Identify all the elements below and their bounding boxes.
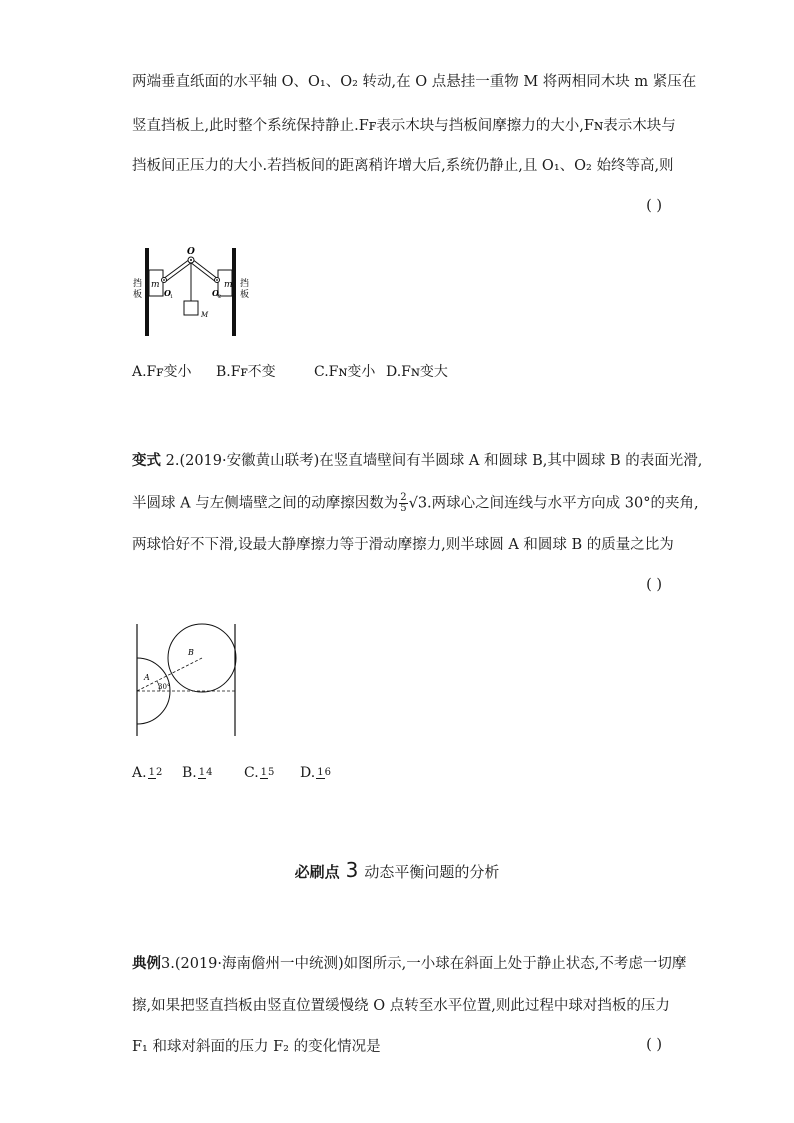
label-o1-sub: 1: [170, 294, 174, 300]
label-o2: O: [212, 288, 219, 298]
q2-option-b[interactable]: B. 14: [182, 765, 213, 781]
right-block-label: m: [224, 280, 233, 290]
q2-answer-paren: ( ): [646, 577, 662, 593]
q2-text-line1: [132, 451, 703, 471]
q2-options: [132, 765, 332, 781]
left-board: [145, 248, 149, 336]
section-title: 动态平衡问题的分析: [364, 863, 500, 881]
q2-sqrt: √3: [408, 495, 428, 512]
section-prefix: 必刷点: [294, 863, 340, 881]
q1-text-line1: 两端垂直纸面的水平轴 O、O₁、O₂ 转动,在 O 点悬挂一重物 M 将两相同木块 m 紧压在: [132, 74, 697, 90]
label-a: A: [144, 673, 150, 682]
q3-text-line2: 擦,如果把竖直挡板由竖直位置缓慢绕 O 点转至水平位置,则此过程中球对挡板的压力: [132, 998, 670, 1014]
q2-text-line3: 两球恰好不下滑,设最大静摩擦力等于滑动摩擦力,则半球圆 A 和圆球 B 的质量之比为: [132, 537, 674, 553]
q1-text-line2: 竖直挡板上,此时整个系统保持静止.Fꜰ表示木块与挡板间摩擦力的大小,Fɴ表示木块与: [132, 118, 676, 134]
q1-option-d[interactable]: D.Fɴ变大: [386, 364, 448, 380]
label-angle: 30°: [158, 683, 171, 691]
right-board-label-2: 板: [240, 290, 250, 300]
q1-option-c[interactable]: C.Fɴ变小: [314, 364, 376, 380]
label-o: O: [187, 247, 195, 257]
right-board: [232, 248, 236, 336]
q2-line1-text: 2.(2019·安徽黄山联考)在竖直墙壁间有半圆球 A 和圆球 B,其中圆球 B 的表面光滑,: [161, 453, 703, 469]
q3-answer-paren: ( ): [646, 1037, 662, 1053]
q1-text-line3: 挡板间正压力的大小.若挡板间的距离稍许增大后,系统仍静止,且 O₁、O₂ 始终等高,则: [132, 158, 674, 174]
right-board-label-1: 挡: [240, 279, 250, 289]
left-board-label-2: 板: [133, 290, 143, 300]
label-o1: O: [164, 288, 171, 298]
q3-line1-text: 3.(2019·海南儋州一中统测)如图所示,一小球在斜面上处于静止状态,不考虑一切摩: [161, 956, 687, 972]
q2-line2-pre: 半圆球 A 与左侧墙壁之间的动摩擦因数为: [132, 495, 399, 512]
weight-m: [184, 301, 198, 315]
section-heading: [0, 858, 794, 882]
q2-text-line2: [132, 492, 699, 514]
left-board-label-1: 挡: [133, 279, 143, 289]
q1-options: [132, 361, 448, 381]
label-o2-sub: 2: [218, 294, 222, 300]
q2-tag: 变式: [132, 452, 161, 469]
left-block-label: m: [151, 280, 160, 290]
q3-tag: 典例: [132, 955, 161, 972]
q2-line2-post: .两球心之间连线与水平方向成 30°的夹角,: [427, 495, 699, 512]
q2-figure: [130, 622, 240, 740]
q3-text-line3: F₁ 和球对斜面的压力 F₂ 的变化情况是: [132, 1039, 381, 1055]
q2-option-d[interactable]: D. 16: [300, 765, 331, 781]
weight-label: M: [201, 311, 209, 319]
q1-answer-paren: ( ): [646, 198, 662, 214]
q1-option-b[interactable]: B.Fꜰ不变: [216, 364, 276, 380]
label-b: B: [188, 648, 194, 657]
q2-coefficient-fraction: $\frac{2}{5}$: [400, 492, 407, 514]
q3-text-line1: [132, 954, 687, 974]
section-number: 3: [345, 858, 359, 882]
q1-figure: [128, 244, 268, 340]
q2-option-c[interactable]: C. 15: [244, 765, 275, 781]
q2-option-a[interactable]: A. 12: [132, 765, 163, 781]
q1-option-a[interactable]: A.Fꜰ变小: [132, 364, 192, 380]
